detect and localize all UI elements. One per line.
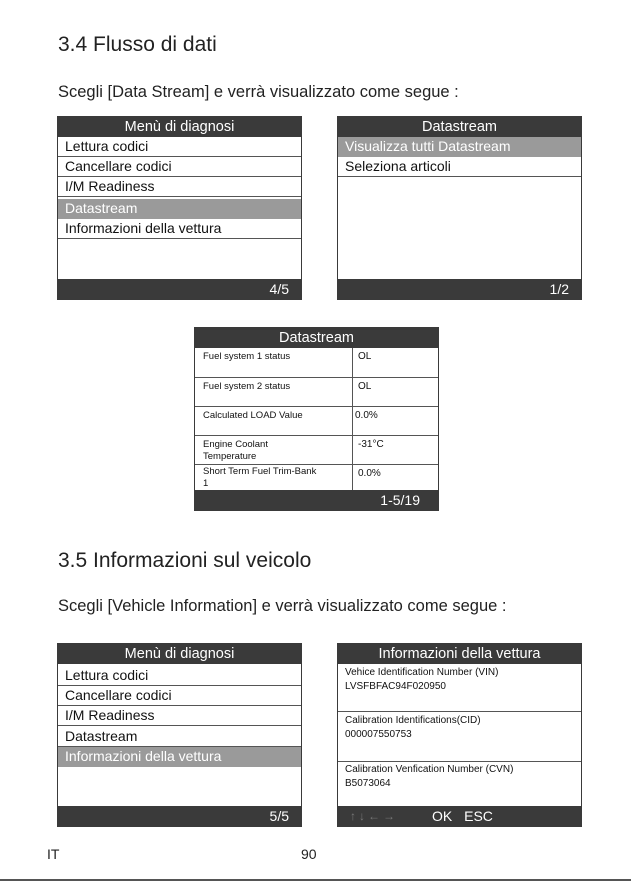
section-heading-data-stream: 3.4 Flusso di dati <box>58 33 217 56</box>
datastream-row[interactable] <box>195 436 438 465</box>
screen-title: Datastream <box>195 328 438 348</box>
menu-item-clear-codes[interactable]: Cancellare codici <box>58 686 301 706</box>
parameter-value: OL <box>358 381 372 392</box>
menu-item-clear-codes[interactable]: Cancellare codici <box>58 157 301 177</box>
language-code: IT <box>47 846 60 862</box>
info-label: Calibration Identifications(CID) <box>345 715 481 726</box>
menu-item-view-all-datastream[interactable]: Visualizza tutti Datastream <box>338 137 581 157</box>
menu-item-im-readiness[interactable]: I/M Readiness <box>58 706 301 726</box>
parameter-name: Fuel system 1 status <box>203 351 291 362</box>
parameter-name: Fuel system 2 status <box>203 381 291 392</box>
page-indicator: 5/5 <box>269 808 289 824</box>
screen-footer <box>195 490 438 510</box>
diagnosis-menu-screen-1 <box>57 116 302 300</box>
screen-footer <box>338 279 581 299</box>
datastream-row[interactable] <box>195 465 438 492</box>
datastream-row[interactable] <box>195 407 438 436</box>
info-label: Vehice Identification Number (VIN) <box>345 667 499 678</box>
page-indicator: 1-5/19 <box>380 492 420 508</box>
info-value: B5073064 <box>345 778 391 789</box>
section-intro-data-stream: Scegli [Data Stream] e verrà visualizzato come segue : <box>58 83 459 101</box>
info-entry-cid <box>338 712 581 762</box>
menu-item-vehicle-info[interactable]: Informazioni della vettura <box>58 219 301 239</box>
menu-item-im-readiness[interactable]: I/M Readiness <box>58 177 301 197</box>
page-indicator: 1/2 <box>549 281 569 297</box>
ok-esc-buttons[interactable]: OK ESC <box>432 808 493 824</box>
page-number: 90 <box>301 846 317 862</box>
datastream-menu-screen <box>337 116 582 300</box>
info-entry-vin <box>338 664 581 712</box>
screen-title: Informazioni della vettura <box>338 644 581 664</box>
info-value: 000007550753 <box>345 729 412 740</box>
menu-item-select-items[interactable]: Seleziona articoli <box>338 157 581 177</box>
menu-item-read-codes[interactable]: Lettura codici <box>58 137 301 157</box>
menu-item-read-codes[interactable]: Lettura codici <box>58 666 301 686</box>
parameter-value: 0.0% <box>358 468 381 479</box>
parameter-name: Short Term Fuel Trim-Bank 1 <box>203 466 317 489</box>
diagnosis-menu-screen-2 <box>57 643 302 827</box>
parameter-value: OL <box>358 351 372 362</box>
bottom-rule <box>0 879 631 881</box>
section-heading-vehicle-info: 3.5 Informazioni sul veicolo <box>58 549 312 572</box>
screen-footer <box>58 279 301 299</box>
datastream-row[interactable] <box>195 348 438 378</box>
parameter-value: 0.0% <box>355 410 378 421</box>
parameter-name: Engine Coolant Temperature <box>203 439 268 462</box>
datastream-row[interactable] <box>195 378 438 407</box>
menu-item-datastream[interactable]: Datastream <box>58 199 301 219</box>
section-intro-vehicle-info: Scegli [Vehicle Information] e verrà visualizzato come segue : <box>58 597 507 615</box>
parameter-value: -31°C <box>358 439 384 450</box>
screen-footer <box>58 806 301 826</box>
datastream-table-screen <box>194 327 439 511</box>
screen-title: Menù di diagnosi <box>58 117 301 137</box>
info-label: Calibration Venfication Number (CVN) <box>345 764 514 775</box>
info-entry-cvn <box>338 762 581 808</box>
info-value: LVSFBFAC94F020950 <box>345 681 446 692</box>
menu-item-datastream[interactable]: Datastream <box>58 727 301 747</box>
page-indicator: 4/5 <box>269 281 289 297</box>
parameter-name: Calculated LOAD Value <box>203 410 303 421</box>
menu-item-vehicle-info[interactable]: Informazioni della vettura <box>58 747 301 767</box>
screen-title: Menù di diagnosi <box>58 644 301 664</box>
navigation-arrows-icon: ↑↓←→ <box>350 809 398 823</box>
vehicle-info-screen <box>337 643 582 827</box>
screen-footer <box>338 806 581 826</box>
screen-title: Datastream <box>338 117 581 137</box>
